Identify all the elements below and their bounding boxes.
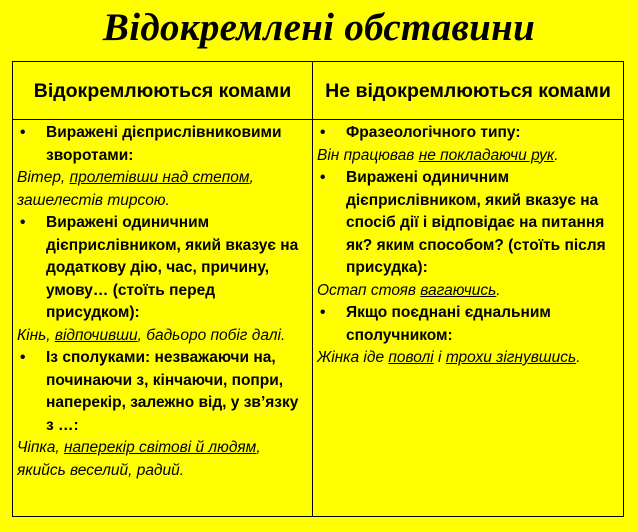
example-text: Чіпка,: [17, 439, 64, 456]
bullet-dot-icon: •: [320, 124, 326, 141]
example-text: Остап стояв: [317, 281, 421, 299]
rule-text: Якщо поєднані єднальним сполучником:: [346, 304, 551, 344]
example-text: .: [554, 146, 559, 164]
bullet-dot-icon: •: [20, 124, 26, 141]
example-sentence: [17, 167, 308, 212]
example-text: , бадьоро побіг далі.: [137, 326, 286, 344]
rule-item: [17, 122, 308, 167]
underlined-phrase: поволі: [388, 349, 434, 366]
underlined-phrase: вагаючись: [420, 281, 497, 299]
rule-item: [17, 212, 308, 325]
example-text: , зашелестів тирсою.: [17, 169, 254, 209]
example-text: .: [496, 281, 501, 299]
bullet-dot-icon: •: [320, 304, 326, 321]
rule-text: Виражені одиничним дієприслівником, який вказує на додаткову дію, час, причину, умову… (стоїть перед присудком):: [46, 214, 299, 321]
rule-item: [17, 347, 308, 437]
rule-text: Виражені одиничним дієприслівником, який вказує на спосіб дії і відповідає на питання як? яким способом? (стоїть після присудка):: [346, 169, 606, 276]
example-text: і: [433, 349, 446, 366]
column-header-not-separated: Не відокремлюються комами: [313, 62, 623, 120]
bullet-dot-icon: •: [20, 214, 26, 231]
underlined-phrase: наперекір світові й людям: [63, 439, 257, 456]
column-separated: [13, 120, 313, 516]
rule-item: [317, 302, 619, 347]
rule-item: [317, 167, 619, 280]
rule-item: [317, 122, 619, 145]
example-text: Вітер,: [17, 169, 70, 186]
bullet-dot-icon: •: [20, 349, 26, 366]
example-text: Кінь,: [17, 326, 55, 344]
example-sentence: [17, 437, 308, 482]
rules-table: [12, 61, 624, 517]
bullet-dot-icon: •: [320, 169, 326, 186]
underlined-phrase: відпочивши: [54, 326, 138, 344]
rule-text: Виражені дієприслівниковими зворотами:: [46, 124, 282, 164]
underlined-phrase: пролетівши над степом: [69, 169, 250, 186]
rule-text: Із сполуками: незважаючи на, починаючи з, кінчаючи, попри, наперекір, залежно від, у зв’язку з …:: [46, 349, 299, 434]
rule-text: Фразеологічного типу:: [346, 124, 521, 141]
slide-title: Відокремлені обставини: [102, 6, 536, 49]
column-header-separated: Відокремлюються комами: [13, 62, 313, 120]
example-text: Жінка іде: [317, 349, 389, 366]
example-text: Він працював: [317, 146, 419, 164]
example-text: , якийсь веселий, радий.: [17, 439, 261, 479]
example-text: .: [576, 349, 581, 366]
example-sentence: [317, 145, 619, 168]
column-not-separated: [313, 120, 623, 516]
underlined-phrase: не покладаючи рук: [418, 146, 555, 164]
example-sentence: [317, 280, 619, 303]
underlined-phrase: трохи зігнувшись: [445, 349, 577, 366]
example-sentence: [317, 347, 619, 370]
example-sentence: [17, 325, 308, 348]
